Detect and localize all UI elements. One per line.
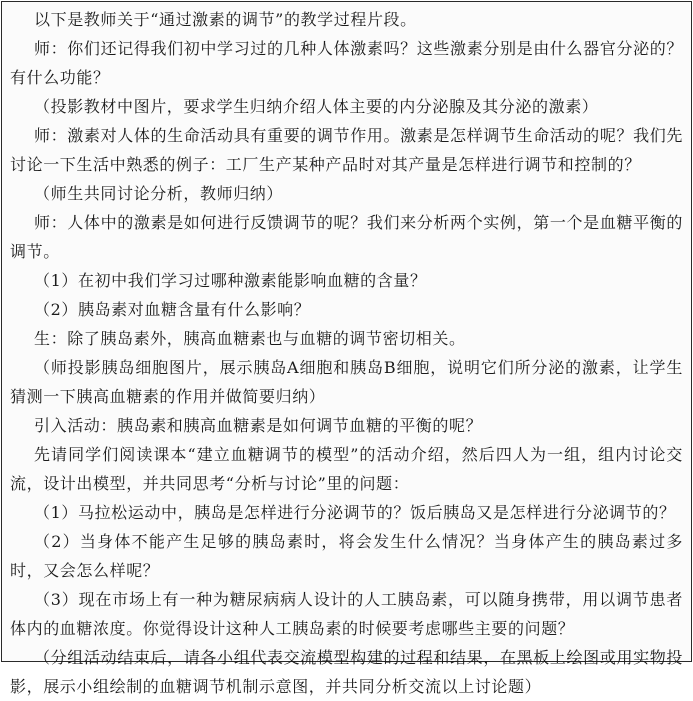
paragraph-teacher-question-2: 师：激素对人体的生命活动具有重要的调节作用。激素是怎样调节生命活动的呢？我们先讨论一下生活中熟悉的例子：工厂生产某种产品时对其产量是怎样进行调节和控制的？ <box>10 126 683 174</box>
paragraph-note-projection-2: （师投影胰岛细胞图片，展示胰岛A细胞和胰岛B细胞，说明它们所分泌的激素，让学生猜测一下胰高血糖素的作用并做简要归纳） <box>10 358 683 406</box>
paragraph-student-answer: 生：除了胰岛素外，胰高血糖素也与血糖的调节密切相关。 <box>34 329 466 348</box>
paragraph-activity-intro: 引入活动：胰岛素和胰高血糖素是如何调节血糖的平衡的呢？ <box>34 416 483 435</box>
paragraph-note-projection-1: （投影教材中图片，要求学生归纳介绍人体主要的内分泌腺及其分泌的激素） <box>34 97 599 116</box>
paragraph-discussion-question-2: （2）当身体不能产生足够的胰岛素时，将会发生什么情况？当身体产生的胰岛素过多时，又会怎么样呢？ <box>10 532 683 580</box>
paragraph-discussion-question-1: （1）马拉松运动中，胰岛是怎样进行分泌调节的？饭后胰岛又是怎样进行分泌调节的？ <box>34 503 676 522</box>
paragraph-question-1: （1）在初中我们学习过哪种激素能影响血糖的含量？ <box>34 271 427 290</box>
paragraph-activity-instructions: 先请同学们阅读课本“建立血糖调节的模型”的活动介绍，然后四人为一组，组内讨论交流，设计出模型，并共同思考“分析与讨论”里的问题： <box>10 445 683 493</box>
paragraph-teacher-question-3: 师：人体中的激素是如何进行反馈调节的呢？我们来分析两个实例，第一个是血糖平衡的调节。 <box>10 213 683 261</box>
paragraph-teacher-question-1: 师：你们还记得我们初中学习过的几种人体激素吗？这些激素分别是由什么器官分泌的？有什么功能？ <box>10 39 683 87</box>
paragraph-note-summary: （分组活动结束后，请各小组代表交流模型构建的过程和结果，在黑板上绘图或用实物投影，展示小组绘制的血糖调节机制示意图，并共同分析交流以上讨论题） <box>10 648 683 696</box>
paragraph-intro: 以下是教师关于“通过激素的调节”的教学过程片段。 <box>34 10 417 29</box>
document-page <box>1 1 692 696</box>
paragraph-note-discussion: （师生共同讨论分析，教师归纳） <box>34 184 284 203</box>
paragraph-discussion-question-3: （3）现在市场上有一种为糖尿病病人设计的人工胰岛素，可以随身携带，用以调节患者体内的血糖浓度。你觉得设计这种人工胰岛素的时候要考虑哪些主要的问题？ <box>10 590 683 638</box>
paragraph-question-2: （2）胰岛素对血糖含量有什么影响？ <box>34 300 311 319</box>
